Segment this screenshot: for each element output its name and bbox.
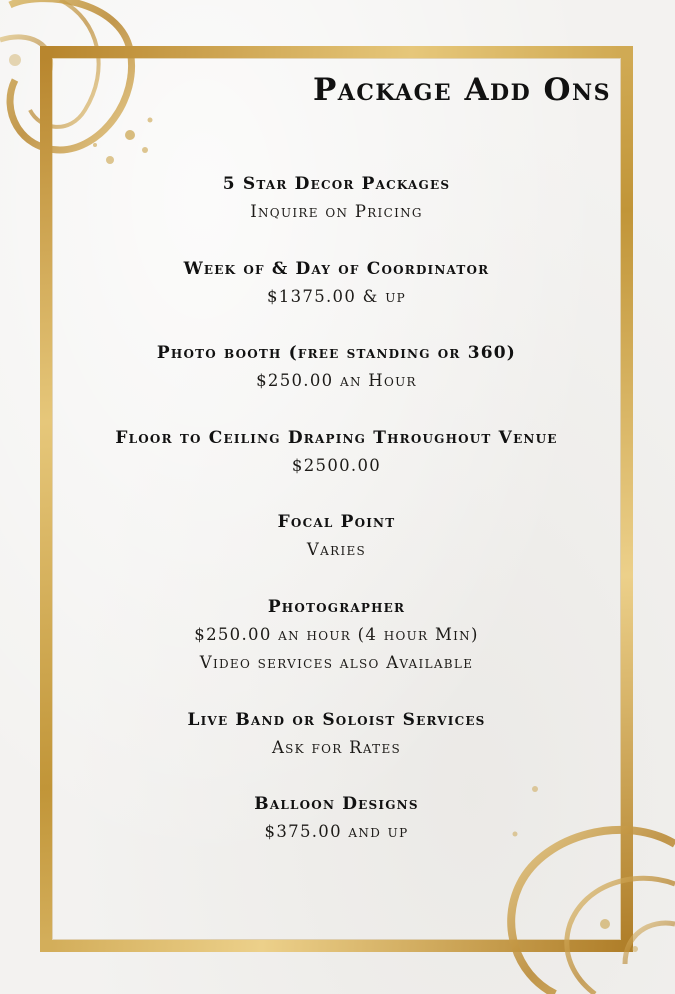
item-title: Week of & Day of Coordinator [183, 258, 490, 279]
item-price: Ask for Rates [271, 737, 402, 757]
item-title: Photo booth (free standing or 360) [156, 343, 517, 363]
item-price: $2500.00 [291, 455, 382, 475]
item-title: 5 Star Decor Packages [222, 174, 451, 194]
list-item [40, 706, 633, 791]
add-ons-list [40, 170, 633, 875]
item-title: Balloon Designs [254, 794, 419, 814]
list-item [40, 424, 633, 509]
item-note: Video services also Available [199, 652, 474, 672]
list-item [40, 255, 633, 340]
item-price: $250.00 an Hour [256, 371, 417, 390]
list-item [40, 170, 633, 255]
item-price: $375.00 and up [264, 822, 409, 841]
page-title: Package Add Ons [312, 72, 611, 108]
item-title: Focal Point [277, 512, 396, 532]
item-price: $250.00 an hour (4 hour Min) [194, 624, 479, 644]
item-price: Inquire on Pricing [250, 202, 423, 221]
item-title: Live Band or Soloist Services [187, 709, 486, 730]
list-item [40, 508, 633, 593]
list-item [40, 790, 633, 875]
item-price: $1375.00 & up [267, 286, 406, 306]
item-price: Varies [306, 540, 367, 559]
item-title: Floor to Ceiling Draping Throughout Venue [115, 427, 558, 448]
list-item [40, 593, 633, 706]
item-title: Photographer [267, 596, 406, 617]
list-item [40, 339, 633, 424]
